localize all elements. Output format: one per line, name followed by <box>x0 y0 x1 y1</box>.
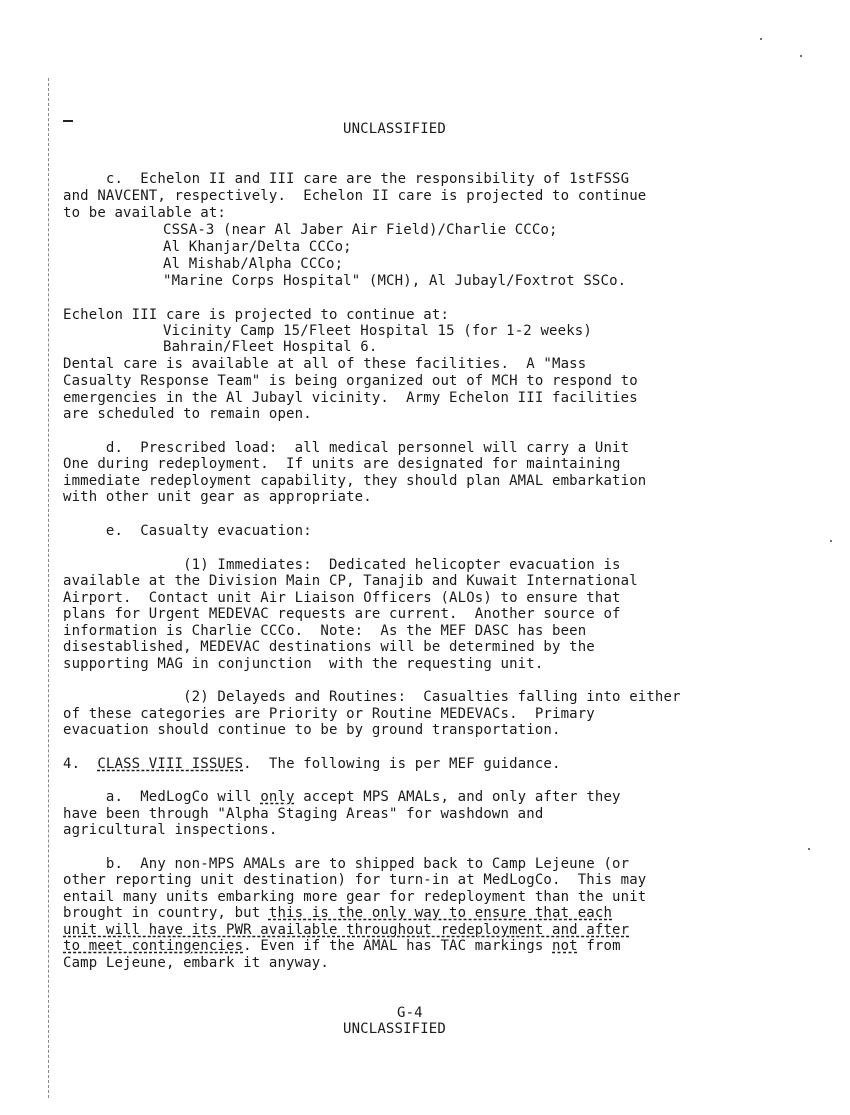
footer-classification: UNCLASSIFIED <box>343 1021 446 1037</box>
para-4b-emphasis: not <box>552 938 578 954</box>
para-e1-line: Airport. Contact unit Air Liaison Officers (ALOs) to ensure that <box>63 590 621 606</box>
para-e1-line: supporting MAG in conjunction with the requesting unit. <box>63 656 544 672</box>
para-4b-line: b. Any non-MPS AMALs are to shipped back to Camp Lejeune (or <box>63 856 630 872</box>
section-4-number: 4. <box>63 756 98 772</box>
page-number: G-4 <box>397 1005 423 1021</box>
echelon2-site: "Marine Corps Hospital" (MCH), Al Jubayl/Foxtrot SSCo. <box>163 273 627 289</box>
scan-speck <box>830 540 832 542</box>
para-e-heading: e. Casualty evacuation: <box>63 523 312 539</box>
para-4a-line: have been through "Alpha Staging Areas" for washdown and <box>63 806 544 822</box>
para-d-line: One during redeployment. If units are designated for maintaining <box>63 456 621 472</box>
para-4b-line <box>63 905 612 921</box>
para-4a-text: accept MPS AMALs, and only after they <box>294 789 621 805</box>
para-c-line: c. Echelon II and III care are the responsibility of 1stFSSG <box>63 171 630 187</box>
echelon2-site: Al Khanjar/Delta CCCo; <box>163 239 352 255</box>
echelon3-line: are scheduled to remain open. <box>63 406 312 422</box>
echelon3-site: Vicinity Camp 15/Fleet Hospital 15 (for 1-2 weeks) <box>163 323 592 339</box>
section-4-intro: . The following is per MEF guidance. <box>243 756 561 772</box>
echelon3-line: Casualty Response Team" is being organized out of MCH to respond to <box>63 373 638 389</box>
para-e1-line: information is Charlie CCCo. Note: As the MEF DASC has been <box>63 623 587 639</box>
margin-dash <box>63 120 73 122</box>
para-e2-line: (2) Delayeds and Routines: Casualties falling into either <box>63 689 681 705</box>
echelon3-intro: Echelon III care is projected to continue at: <box>63 307 450 323</box>
para-4a-line: agricultural inspections. <box>63 822 278 838</box>
para-d-line: immediate redeployment capability, they should plan AMAL embarkation <box>63 473 647 489</box>
scan-speck <box>800 55 802 57</box>
para-d-line: d. Prescribed load: all medical personnel will carry a Unit <box>63 440 630 456</box>
para-e1-line: disestablished, MEDEVAC destinations will be determined by the <box>63 639 595 655</box>
para-4b-line: entail many units embarking more gear for redeployment than the unit <box>63 889 647 905</box>
para-4a-text: a. MedLogCo will <box>63 789 261 805</box>
header-classification: UNCLASSIFIED <box>343 121 446 137</box>
para-4b-emphasis: unit will have its PWR available throughout redeployment and after <box>63 922 630 938</box>
para-4b-line <box>63 922 629 938</box>
section-4-title: CLASS VIII ISSUES <box>97 756 244 772</box>
para-e2-line: of these categories are Priority or Routine MEDEVACs. Primary <box>63 706 595 722</box>
scan-speck <box>760 38 762 40</box>
para-e1-line: available at the Division Main CP, Tanajib and Kuwait International <box>63 573 638 589</box>
para-4b-emphasis: to meet contingencies <box>63 938 244 954</box>
para-4b-text: . Even if the AMAL has TAC markings <box>243 938 552 954</box>
para-4b-text: brought in country, but <box>63 905 269 921</box>
para-c-line: and NAVCENT, respectively. Echelon II care is projected to continue <box>63 188 647 204</box>
echelon2-site: Al Mishab/Alpha CCCo; <box>163 256 344 272</box>
para-4b-emphasis: this is the only way to ensure that each <box>268 905 613 921</box>
scan-speck <box>808 848 810 850</box>
echelon3-line: emergencies in the Al Jubayl vicinity. Army Echelon III facilities <box>63 390 638 406</box>
para-d-line: with other unit gear as appropriate. <box>63 489 372 505</box>
para-e1-line: (1) Immediates: Dedicated helicopter evacuation is <box>63 557 621 573</box>
para-4b-line: Camp Lejeune, embark it anyway. <box>63 955 329 971</box>
para-4b-line: other reporting unit destination) for turn-in at MedLogCo. This may <box>63 872 647 888</box>
para-e2-line: evacuation should continue to be by ground transportation. <box>63 722 561 738</box>
para-4b-text: from <box>577 938 621 954</box>
para-4b-line <box>63 938 621 954</box>
para-e1-line: plans for Urgent MEDEVAC requests are current. Another source of <box>63 606 621 622</box>
echelon2-site: CSSA-3 (near Al Jaber Air Field)/Charlie CCCo; <box>163 222 558 238</box>
echelon3-line: Dental care is available at all of these facilities. A "Mass <box>63 356 587 372</box>
left-margin-scan-line <box>48 78 49 1098</box>
para-4a-line <box>63 789 621 805</box>
para-4a-emphasis: only <box>260 789 295 805</box>
section-4-heading <box>63 756 561 772</box>
para-c-line: to be available at: <box>63 205 226 221</box>
echelon3-site: Bahrain/Fleet Hospital 6. <box>163 339 378 355</box>
